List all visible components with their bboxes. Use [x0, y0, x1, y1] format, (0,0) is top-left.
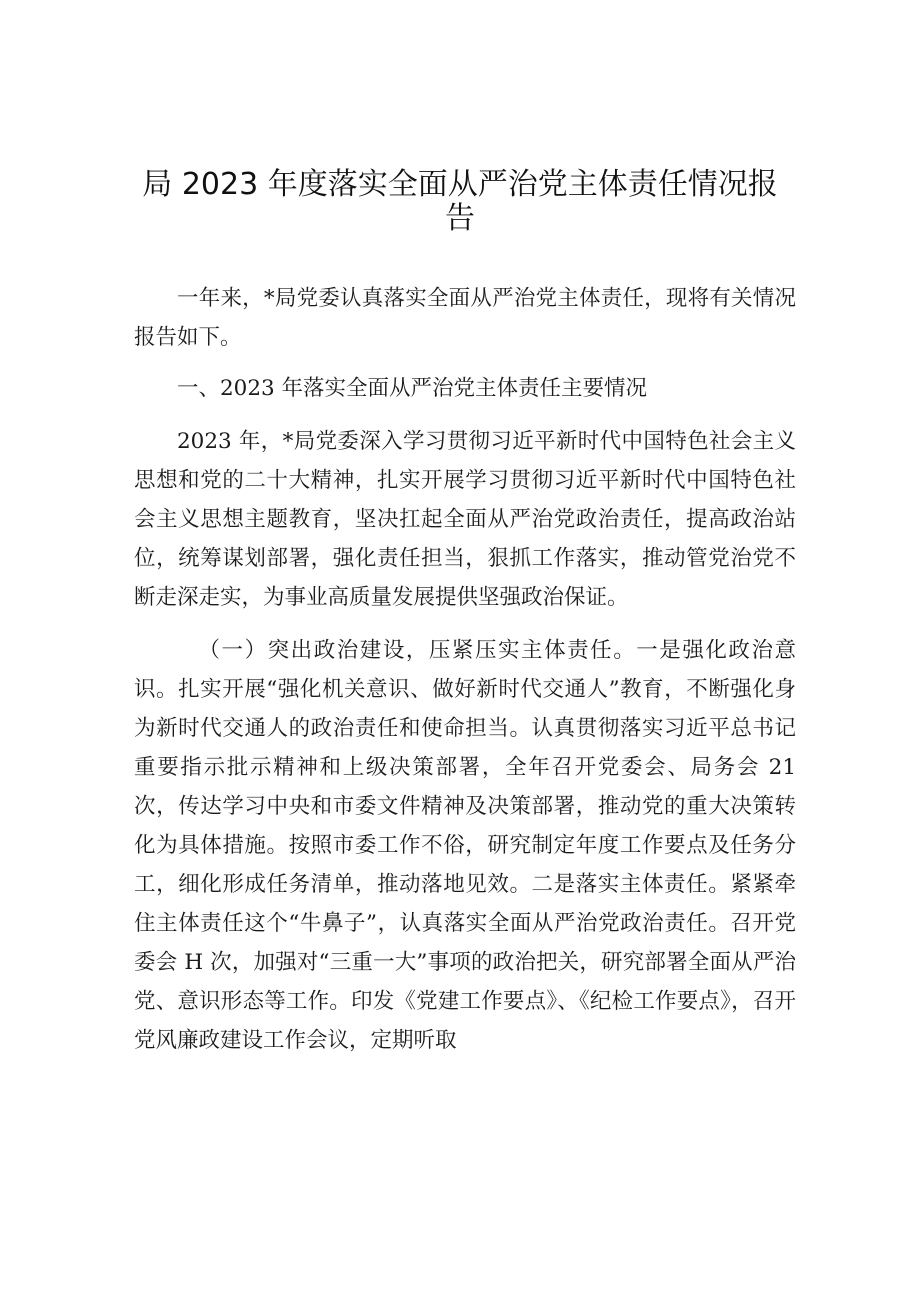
section-1-summary-paragraph: 2023 年，*局党委深入学习贯彻习近平新时代中国特色社会主义思想和党的二十大精神，扎实开展学习贯彻习近平新时代中国特色社会主义思想主题教育，坚决扛起全面从严治党政治责任，提高政治站位，统筹谋划部署，强化责任担当，狠抓工作落实，推动管党治党不断走深走实，为事业高质量发展提供坚强政治保证。 — [134, 429, 796, 610]
intro-paragraph: 一年来，*局党委认真落实全面从严治党主体责任，现将有关情况报告如下。 — [134, 286, 796, 350]
document-title: 局 2023 年度落实全面从严治党主体责任情况报告 — [142, 167, 778, 236]
section-1-heading: 一、2023 年落实全面从严治党主体责任主要情况 — [177, 376, 648, 401]
subsection-1-paragraph: （一）突出政治建设，压紧压实主体责任。一是强化政治意识。扎实开展“强化机关意识、做好新时代交通人”教育，不断强化身为新时代交通人的政治责任和使命担当。认真贯彻落实习近平总书记重要指示批示精神和上级决策部署，全年召开党委会、局务会 21 次，传达学习中央和市委文件精神及决策部署，推动党的重大决策转化为具体措施。按照市委工作不俗，研究制定年度工作要点及任务分工，细化形成任务清单，推动落地见效。二是落实主体责任。紧紧牵住主体责任这个“牛鼻子”，认真落实全面从严治党政治责任。召开党委会 H 次，加强对“三重一大”事项的政治把关，研究部署全面从严治党、意识形态等工作。印发《党建工作要点》、《纪检工作要点》，召开党风廉政建设工作会议，定期听取 — [134, 638, 796, 1053]
